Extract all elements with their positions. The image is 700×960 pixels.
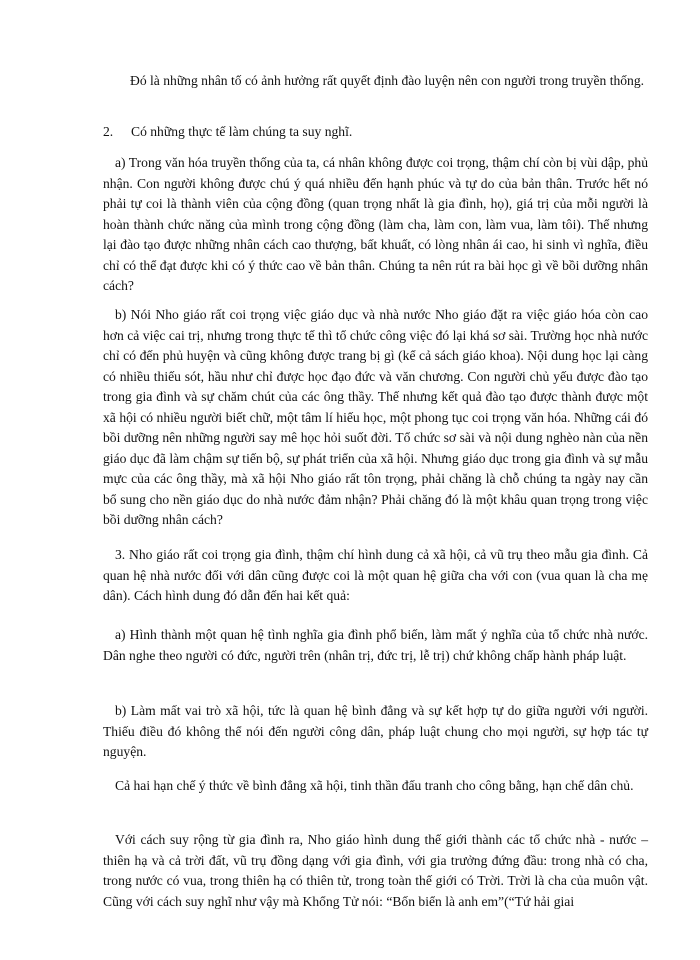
paragraph-text: a) Trong văn hóa truyền thống của ta, cá nhân không được coi trọng, thậm chí còn bị vùi dập, phủ nhận. Con người không được chú ý quá nhiều đến hạnh phúc và tự do của bản thân. Trước hết nó phải tự coi là thành viên của cộng đồng (quan trọng nhất là gia đình, họ), giá trị của mỗi người là hoàn thành chức năng của mình trong cộng đồng (làm cha, làm con, làm vua, làm tôi). Thế nhưng lại đào tạo được những nhân cách cao thượng, bất khuất, có lòng nhân ái cao, hi sinh vì nghĩa, điều chỉ có thể đạt được khi có ý thức cao về bản thân. Chúng ta nên rút ra bài học gì về bồi dưỡng nhân cách? [103,155,648,293]
paragraph-text: Cả hai hạn chế ý thức về bình đẳng xã hội, tinh thần đấu tranh cho công bằng, hạn chế dân chủ. [115,778,634,793]
paragraph-a-culture [103,153,648,297]
section-heading [103,122,648,143]
paragraph-b-society [103,701,648,763]
paragraph-text: 3. Nho giáo rất coi trọng gia đình, thậm chí hình dung cả xã hội, cả vũ trụ theo mẫu gia đình. Cả quan hệ nhà nước đối với dân cũng được coi là một quan hệ giữa cha với con (vua quan là cha mẹ dân). Cách hình dung đó dẫn đến hai kết quả: [103,547,648,603]
paragraph-b-education [103,305,648,531]
paragraph-limitations [103,776,648,797]
intro-text: Đó là những nhân tố có ảnh hưởng rất quyết định đào luyện nên con người trong truyền thống. [130,73,645,88]
paragraph-text: b) Nói Nho giáo rất coi trọng việc giáo dục và nhà nước Nho giáo đặt ra việc giáo hóa còn cao hơn cả việc cai trị, nhưng trong thực tế thì tổ chức công việc đó lại khá sơ sài. Trường học nhà nước chỉ có đến phủ huyện và cũng không được trang bị gì (kể cả sách giáo khoa). Nội dung học lại càng có nhiều thiếu sót, hầu như chỉ được học đạo đức và văn chương. Con người chủ yếu được đào tạo trong gia đình và sự chăm chút của các ông thầy. Thế nhưng kết quả đào tạo được thành được một xã hội có nhiều người biết chữ, một tâm lí hiếu học, một phong tục coi trọng văn hóa. Những cái đó bồi dưỡng nên những người say mê học hỏi suốt đời. Tổ chức sơ sài và nội dung nghèo nàn của nền giáo dục đã làm chậm sự tiến bộ, sự phát triển của xã hội. Nhưng giáo dục trong gia đình và sự mẫu mực của các ông thầy, mà xã hội Nho giáo rất tôn trọng, phải chăng là chỗ chúng ta ngày nay cần bổ sung cho nền giáo dục do nhà nước đảm nhận? Phải chăng đó là một khâu quan trọng trong việc bồi dưỡng nhân cách? [103,307,648,527]
paragraph-worldview [103,830,648,912]
heading-text: Có những thực tế làm chúng ta suy nghĩ. [131,124,353,139]
paragraph-a-state [103,625,648,666]
paragraph-text: Với cách suy rộng từ gia đình ra, Nho giáo hình dung thế giới thành các tổ chức nhà - nước – thiên hạ và cả trời đất, vũ trụ đồng dạng với gia đình, với gia trưởng đứng đầu: trong nhà có cha, trong nước có vua, trong thiên hạ có thiên tử, trong toàn thế giới có Trời. Trời là cha của muôn vật. Cũng với cách suy nghĩ như vậy mà Khổng Tử nói: “Bốn biển là anh em”(“Tứ hải giai [103,832,648,909]
intro-paragraph [130,71,648,92]
heading-number: 2. [103,124,114,139]
paragraph-3-family [103,545,648,607]
paragraph-text: b) Làm mất vai trò xã hội, tức là quan hệ bình đẳng và sự kết hợp tự do giữa người với người. Thiếu điều đó không thể nói đến người công dân, pháp luật chung cho mọi người, sự hợp tác tự nguyện. [103,703,648,759]
paragraph-text: a) Hình thành một quan hệ tình nghĩa gia đình phổ biến, làm mất ý nghĩa của tổ chức nhà nước. Dân nghe theo người có đức, người trên (nhân trị, đức trị, lễ trị) chứ không chấp hành pháp luật. [103,627,648,663]
